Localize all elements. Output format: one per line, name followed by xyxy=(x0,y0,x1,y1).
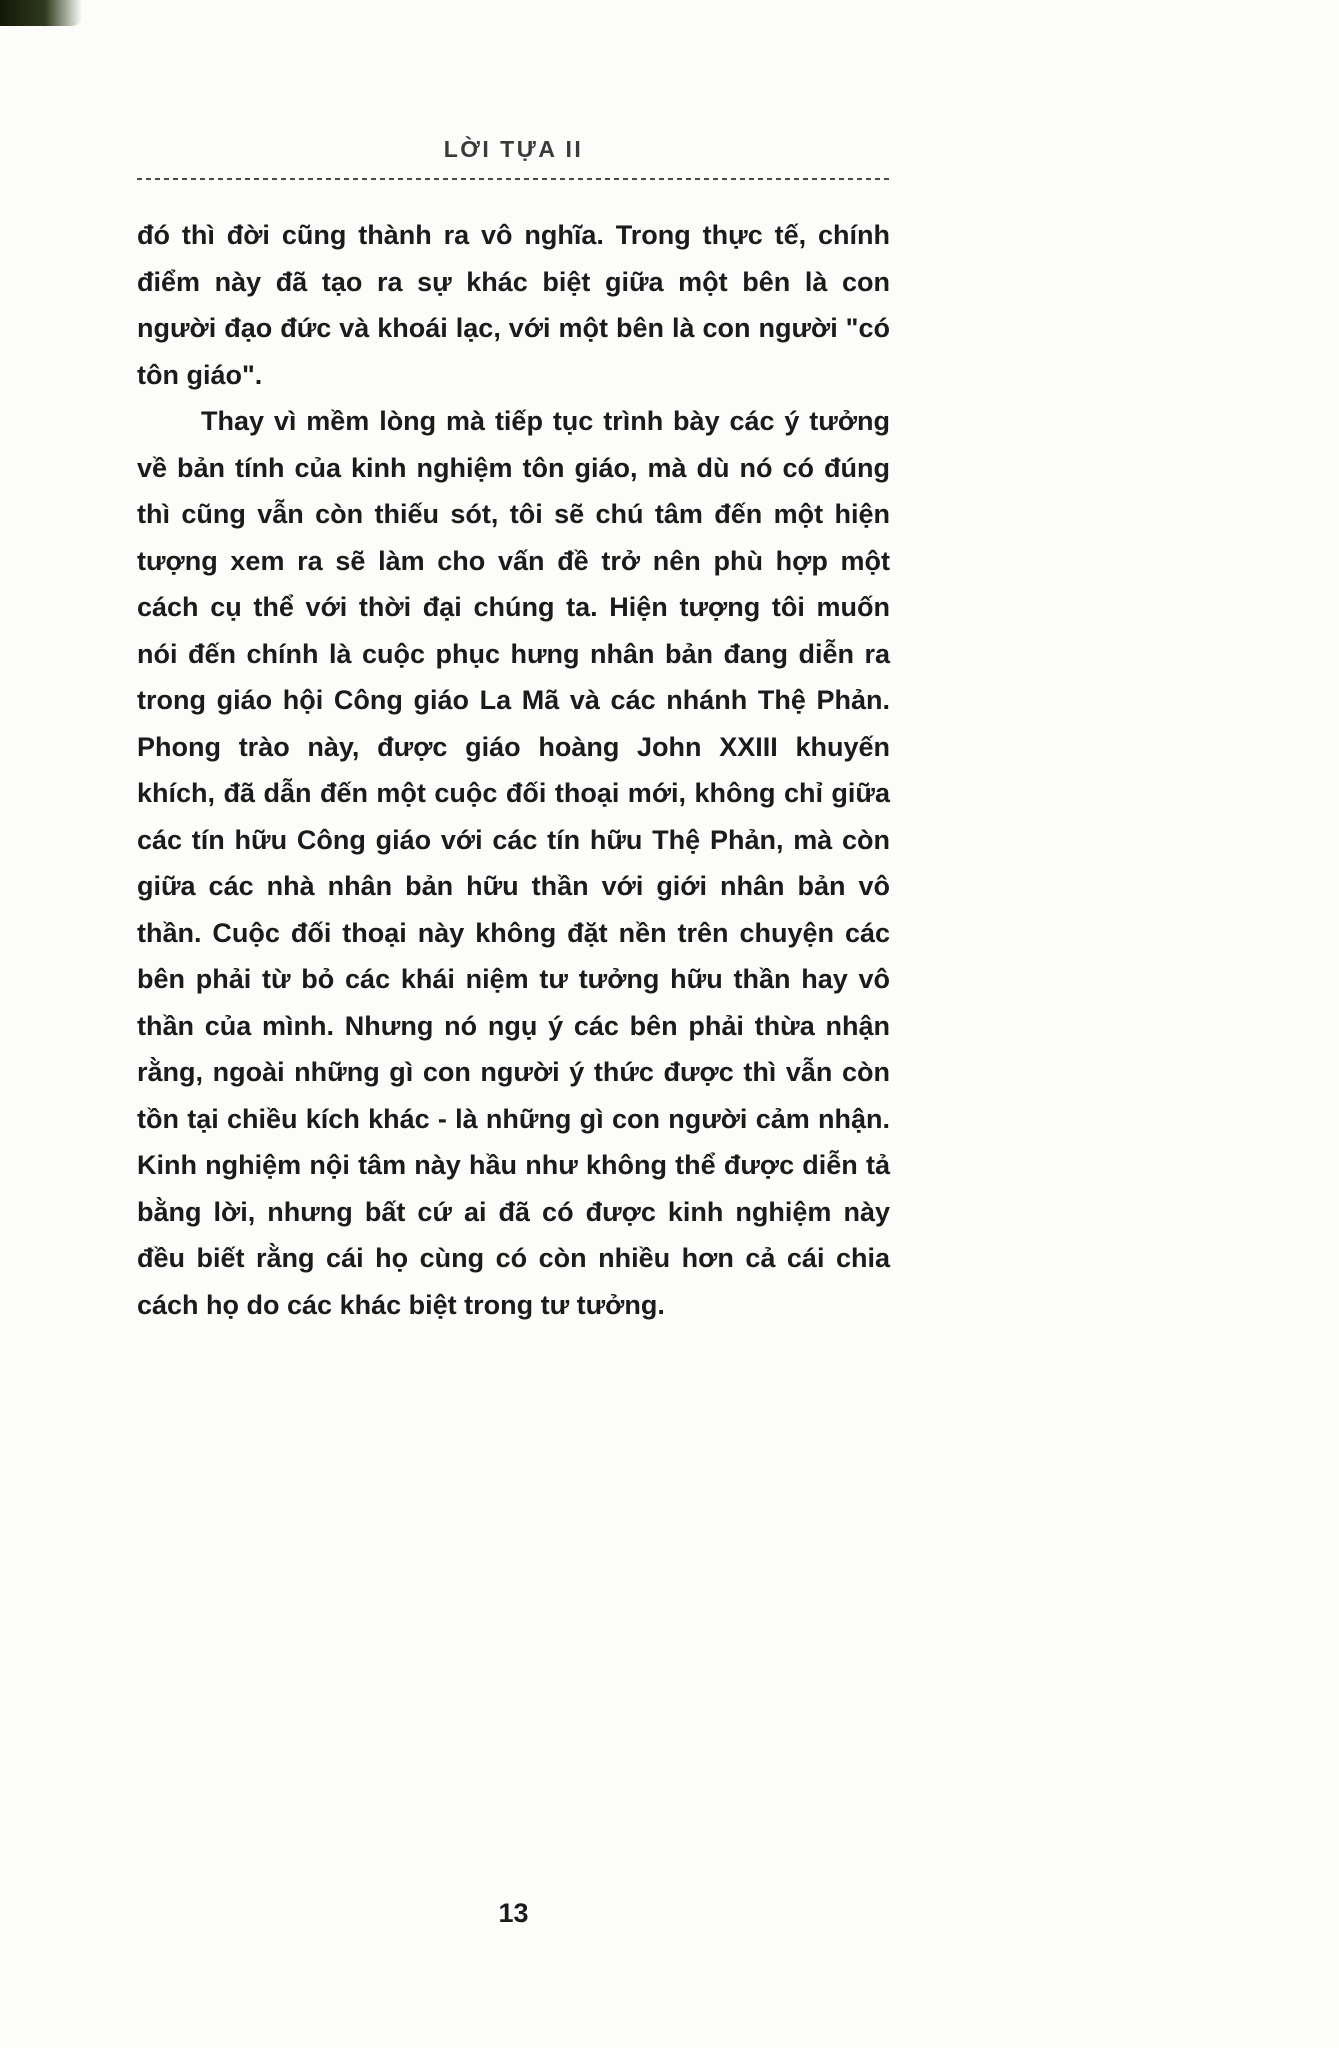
page-number: 13 xyxy=(498,1898,529,1928)
header-rule xyxy=(137,178,890,180)
paragraph: đó thì đời cũng thành ra vô nghĩa. Trong thực tế, chính điểm này đã tạo ra sự khác biệt giữa một bên là con người đạo đức và khoái lạc, với một bên là con người "có tôn giáo". xyxy=(137,220,890,390)
scan-artifact xyxy=(0,0,82,26)
body-text xyxy=(137,212,890,1328)
paragraph: Thay vì mềm lòng mà tiếp tục trình bày các ý tưởng về bản tính của kinh nghiệm tôn giáo, mà dù nó có đúng thì cũng vẫn còn thiếu sót, tôi sẽ chú tâm đến một hiện tượng xem ra sẽ làm cho vấn đề trở nên phù hợp một cách cụ thể với thời đại chúng ta. Hiện tượng tôi muốn nói đến chính là cuộc phục hưng nhân bản đang diễn ra trong giáo hội Công giáo La Mã và các nhánh Thệ Phản. Phong trào này, được giáo hoàng John XXIII khuyến khích, đã dẫn đến một cuộc đối thoại mới, không chỉ giữa các tín hữu Công giáo với các tín hữu Thệ Phản, mà còn giữa các nhà nhân bản hữu thần với giới nhân bản vô thần. Cuộc đối thoại này không đặt nền trên chuyện các bên phải từ bỏ các khái niệm tư tưởng hữu thần hay vô thần của mình. Nhưng nó ngụ ý các bên phải thừa nhận rằng, ngoài những gì con người ý thức được thì vẫn còn tồn tại chiều kích khác - là những gì con người cảm nhận. Kinh nghiệm nội tâm này hầu như không thể được diễn tả bằng lời, nhưng bất cứ ai đã có được kinh nghiệm này đều biết rằng cái họ cùng có còn nhiều hơn cả cái chia cách họ do các khác biệt trong tư tưởng. xyxy=(137,406,890,1320)
chapter-header: LỜI TỰA II xyxy=(443,136,584,162)
text-column xyxy=(137,136,890,1328)
